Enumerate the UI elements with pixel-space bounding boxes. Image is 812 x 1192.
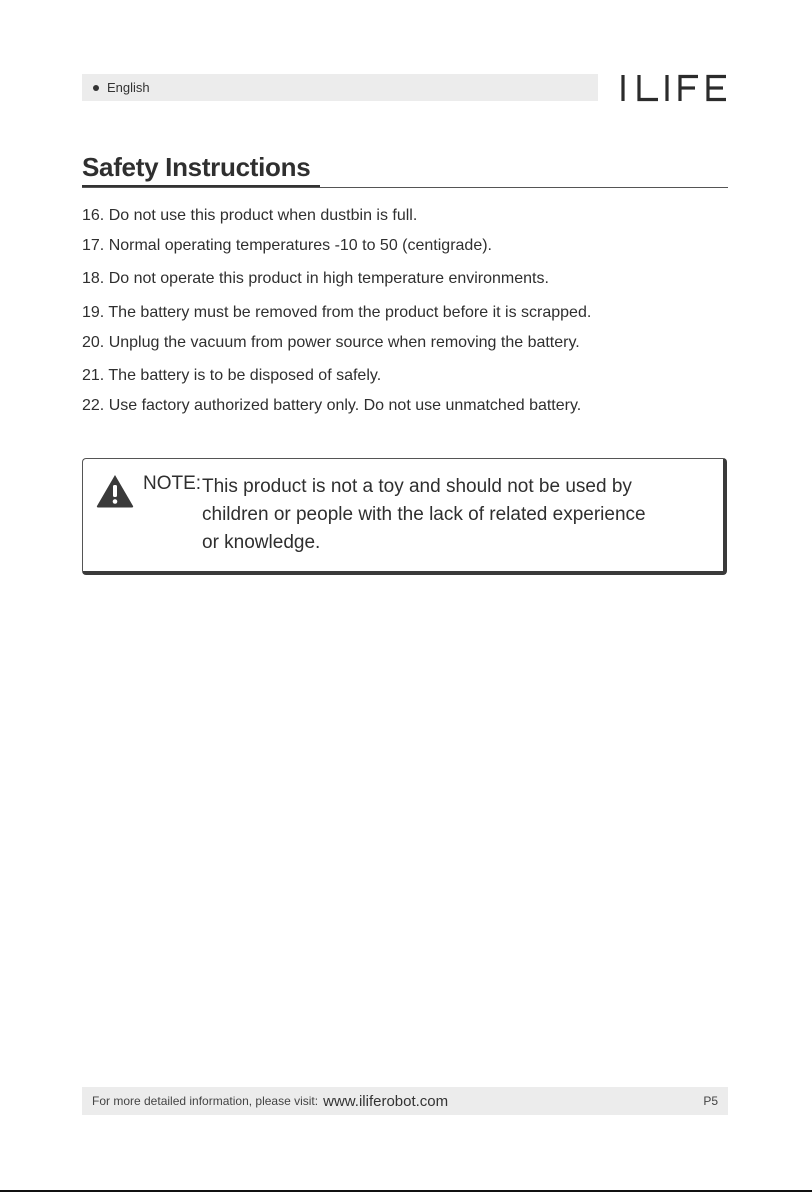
language-bar — [82, 74, 598, 101]
note-label: NOTE: — [143, 473, 202, 494]
note-text — [202, 473, 702, 557]
bullet-icon — [93, 85, 99, 91]
warning-triangle-icon — [95, 473, 135, 509]
note-line: This product is not a toy and should not be used by — [202, 476, 632, 497]
website-link[interactable]: www.iliferobot.com — [323, 1092, 449, 1110]
note-box — [82, 458, 727, 575]
list-item: 16. Do not use this product when dustbin is full. — [82, 207, 418, 224]
title-underline — [82, 185, 320, 187]
language-label: English — [107, 80, 150, 95]
list-item: 21. The battery is to be disposed of safely. — [82, 367, 382, 384]
list-item: 17. Normal operating temperatures -10 to 50 (centigrade). — [82, 237, 492, 254]
note-line: or knowledge. — [202, 532, 321, 553]
note-line: children or people with the lack of related experience — [202, 504, 646, 525]
page-title: Safety Instructions — [82, 152, 311, 182]
list-item: 18. Do not operate this product in high temperature environments. — [82, 270, 549, 287]
list-item: 20. Unplug the vacuum from power source when removing the battery. — [82, 334, 580, 351]
list-item: 19. The battery must be removed from the product before it is scrapped. — [82, 304, 592, 321]
footer-text: For more detailed information, please visit: — [92, 1094, 319, 1108]
list-item: 22. Use factory authorized battery only. Do not use unmatched battery. — [82, 397, 582, 414]
brand-logo — [621, 72, 728, 104]
footer-bar — [82, 1087, 728, 1115]
page-number: P5 — [703, 1094, 718, 1108]
title-divider — [82, 187, 728, 188]
